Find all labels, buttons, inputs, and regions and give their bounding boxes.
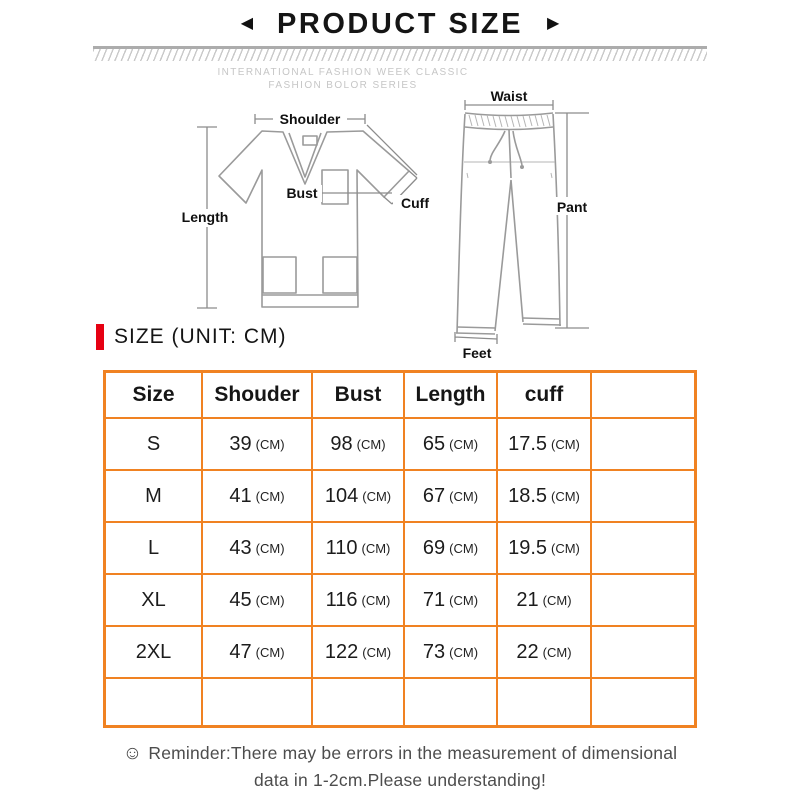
label-feet: Feet: [462, 345, 492, 361]
right-arrow-icon: ▶: [546, 15, 560, 32]
label-bust: Bust: [286, 185, 318, 201]
cell-shoulder: 39 (CM): [203, 419, 313, 469]
header-size: Size: [106, 373, 203, 417]
cell-length: 71 (CM): [405, 575, 498, 625]
size-heading-text: SIZE (UNIT: CM): [114, 325, 287, 348]
header-empty: [592, 373, 694, 417]
drawstring: [490, 131, 522, 165]
cell-length: 65 (CM): [405, 419, 498, 469]
cell-size: XL: [106, 575, 203, 625]
table-row: [106, 419, 694, 471]
cell-empty: [592, 471, 694, 521]
header-bust: Bust: [313, 373, 405, 417]
cell-empty: [592, 575, 694, 625]
cell-size: M: [106, 471, 203, 521]
scrub-top-drawing: [177, 111, 437, 308]
cell-bust: 98 (CM): [313, 419, 405, 469]
hatch-divider: [93, 46, 707, 61]
table-header-row: [106, 373, 694, 419]
label-pant: Pant: [556, 199, 588, 215]
table-empty-row: [106, 679, 694, 725]
cell-shoulder: 47 (CM): [203, 627, 313, 677]
cell-length: 67 (CM): [405, 471, 498, 521]
reminder-note: [0, 740, 800, 794]
header-cuff: cuff: [498, 373, 592, 417]
cell-cuff: 21 (CM): [498, 575, 592, 625]
cell-cuff: 18.5 (CM): [498, 471, 592, 521]
cell-empty: [498, 679, 592, 725]
cell-bust: 116 (CM): [313, 575, 405, 625]
cell-cuff: 19.5 (CM): [498, 523, 592, 573]
table-row: [106, 523, 694, 575]
right-pocket: [323, 257, 357, 293]
header-length: Length: [405, 373, 498, 417]
page-title: PRODUCT SIZE: [277, 7, 523, 40]
cell-length: 69 (CM): [405, 523, 498, 573]
reminder-line-2: data in 1-2cm.Please understanding!: [253, 770, 547, 790]
cell-bust: 110 (CM): [313, 523, 405, 573]
label-cuff: Cuff: [401, 195, 429, 211]
left-arrow-icon: ◀: [240, 15, 254, 32]
label-length: Length: [181, 209, 229, 225]
subtitle-line-2: FASHION BOLOR SERIES: [268, 80, 418, 91]
reminder-line-1: ☺ Reminder:There may be errors in the measurement of dimensional: [122, 743, 678, 764]
size-table: [103, 370, 697, 728]
cell-size: S: [106, 419, 203, 469]
cell-empty: [592, 419, 694, 469]
cell-bust: 104 (CM): [313, 471, 405, 521]
label-waist: Waist: [490, 88, 528, 104]
cell-length: 73 (CM): [405, 627, 498, 677]
cell-empty: [592, 679, 694, 725]
cell-empty: [313, 679, 405, 725]
cell-cuff: 17.5 (CM): [498, 419, 592, 469]
pants-drawing: [455, 88, 595, 361]
smiley-icon: ☺: [122, 743, 143, 764]
cell-cuff: 22 (CM): [498, 627, 592, 677]
table-row: [106, 627, 694, 679]
cell-empty: [405, 679, 498, 725]
header-shoulder: Shouder: [203, 373, 313, 417]
chest-pocket: [322, 170, 348, 204]
cell-empty: [203, 679, 313, 725]
cell-shoulder: 41 (CM): [203, 471, 313, 521]
page-title-row: [0, 6, 800, 42]
left-pocket: [263, 257, 296, 293]
red-accent-bar: [96, 324, 104, 350]
cell-empty: [592, 523, 694, 573]
cell-shoulder: 45 (CM): [203, 575, 313, 625]
cell-empty: [106, 679, 203, 725]
label-shoulder: Shoulder: [279, 111, 341, 127]
table-row: [106, 575, 694, 627]
cell-size: 2XL: [106, 627, 203, 677]
size-section-heading: [96, 324, 287, 350]
cell-empty: [592, 627, 694, 677]
table-row: [106, 471, 694, 523]
cell-size: L: [106, 523, 203, 573]
cell-bust: 122 (CM): [313, 627, 405, 677]
subtitle-line-1: INTERNATIONAL FASHION WEEK CLASSIC: [217, 67, 469, 78]
cell-shoulder: 43 (CM): [203, 523, 313, 573]
